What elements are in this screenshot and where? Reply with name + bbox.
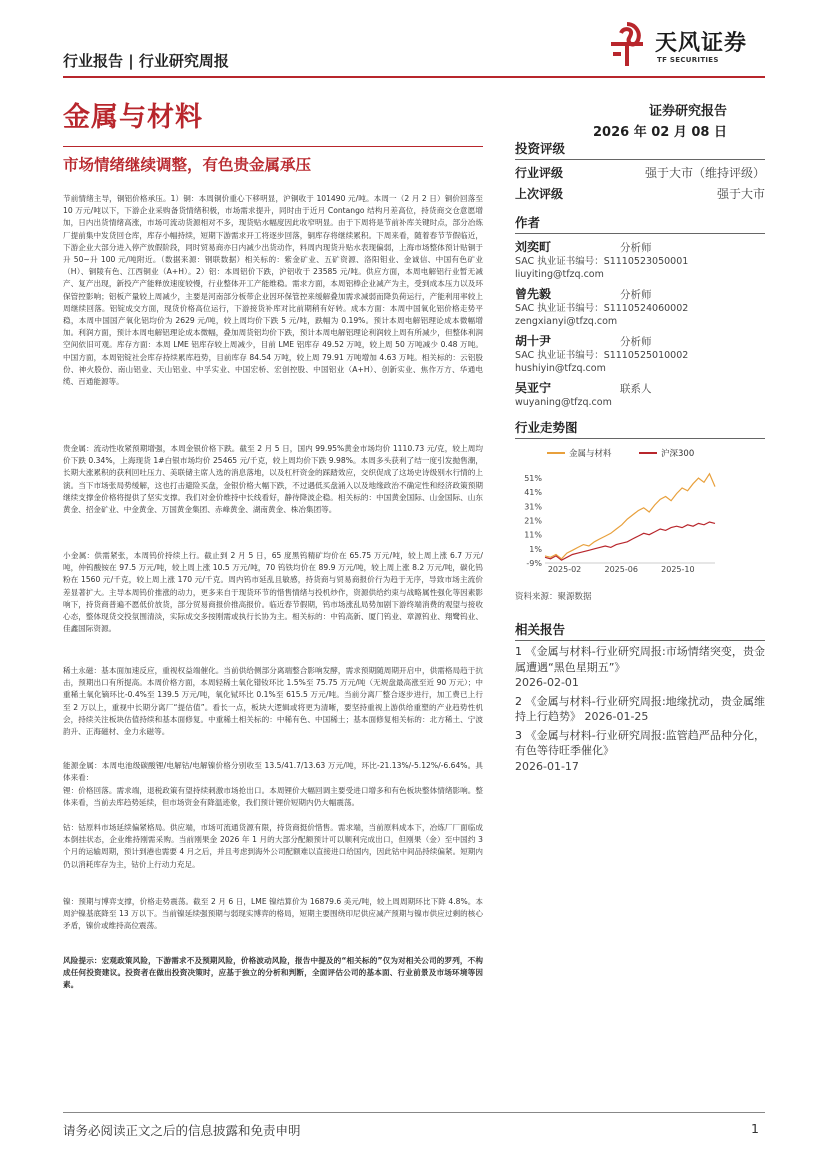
related-reports-panel [515, 620, 765, 774]
brand-name: 天风证券 [655, 31, 748, 56]
related-report-title[interactable]: 3 《金属与材料-行业研究周报:监管趋严品种分化，有色等待旺季催化》 [515, 728, 765, 757]
author-role: 分析师 [620, 242, 652, 254]
author-name: 曾先毅 [515, 287, 552, 301]
paragraph-lithium: 锂：价格回落。需求端，退税政策有望持续刺激市场抢出口。本周锂价大幅回调主要受进口增多和有色板块整体情绪影响。整体来看，当前去库趋势延续，但市场资金有降温迹象，我们预计锂价短期内仍大幅震荡。 [63, 786, 483, 808]
author-role: 分析师 [620, 336, 652, 348]
report-date: 2026 年 02 月 08 日 [593, 125, 727, 140]
rating-row-current [515, 164, 765, 181]
paragraph-energy-metals: 能源金属：本周电池级碳酸锂/电解钴/电解镍价格分别收至 13.5/41.7/13.63 万元/吨，环比-21.13%/-5.12%/-6.64%。具体来看： [63, 761, 483, 783]
y-tick-label: -9% [526, 559, 542, 568]
industry-trend-chart [515, 443, 765, 593]
report-subtitle: 市场情绪继续调整，有色贵金属承压 [63, 156, 312, 174]
related-report-title[interactable]: 2 《金属与材料-行业研究周报:地缘扰动，贵金属维持上行趋势》 [515, 694, 765, 723]
paragraph-base-metals: 节前情绪主导，铜铝价格承压。1）铜：本周铜价重心下移明显，沪铜收于 101490 元/吨。本周一（2 月 2 日）铜价回落至 10 万元/吨以下，下游企业采购备货情绪积极，市场需求提升，同时由于近月 Contango 结构月差高位，持货商交仓意愿增加，日内出货情绪高涨，市场可流动货源相对不多，现货贴水幅度因此收窄明显。由于下周将是节前补库关键时点，部分冶炼厂提前集中发货回仓库，库存小幅持续，短期下游需求开工将逐步回落，铜库存将继续累积。下周来看，随着春节节假临近，下游企业大部分进入停产放假阶段，同时贸易商亦日内减少出货动作，料周内现货升贴水表现偏弱，上海市场整体预计贴铜于升 50~升 100 元/吨附近。（数据来源：钢联数据）相关标的：紫金矿业、五矿资源、洛阳钼业、金诚信、中国有色矿业（H）、铜陵有色、江西铜业（A+H）。2）铝：本周铝价下跌，沪铝收于 23585 元/吨。供应方面，本周电解铝行业暂无减产、复产出现，新投产产能释放速度较慢，行业整体开工产能维稳。需求方面，本周铝棒企业减产为主，受到成本压力以及环保管控影响；铝板产量较上周减少，主要是河南部分板带企业因环保管控来缓解叠加需求减弱而降负荷运行，产能利用率较上周继续回落。铝锭成交方面，现货价格高位运行，下游接货补库对比前期稍有好转。成本方面：本周中国氧化铝价格走势平稳，本周中国国产氧化铝均价为 2629 元/吨，较上周均价下跌 5 元/吨，跌幅为 0.19%。预计本周电解铝理论成本微幅增加。利润方面，预计本周电解铝理论成本微幅，叠加周货铝均价下跌，预计本周电解铝理论利润较上周有所减少，但整体利润空间依旧可观。库存方面：本周 LME 铝库存较上周减少，目前 LME 铝库存 49.52 万吨，较上周 50 万吨减少 0.48 万吨。中国方面，本周铝锭社会库存持续累库趋势，目前库存 84.54 万吨，较上周 79.91 万吨增加 4.63 万吨。相关标的：云铝股份、神火股份、南山铝业、天山铝业、中孚实业、中国宏桥、宏创控股、中国铝业（A+H）、创新实业、焦作万方、华通电缆、百通能源等。 [63, 194, 483, 387]
y-tick-label: 41% [524, 488, 542, 498]
footer-divider [63, 1112, 765, 1113]
paragraph-cobalt: 钴：钴原料市场延续偏紧格局。供应端，市场可流通货源有限，持货商挺价惜售。需求端，当前原料成本下，冶炼厂厂面临成本倒挂状态，企业维持刚需采购。当前刚果金 2026 年 1 月的大部分配额预计可以顺利完成出口，但刚果（金）至中国约 3 个月的运输周期，预计到港也需要 4 月之后，并且考虑到海外公司配额难以直接进口给国内，因此钴中间品持续偏紧。短期内仍以消耗库存为主，钴价上行动力充足。 [63, 823, 483, 869]
related-report-item[interactable] [515, 728, 765, 775]
rating-value: 强于大市 [716, 187, 765, 201]
rating-row-previous [515, 185, 765, 202]
author-entry [515, 238, 765, 281]
author-name: 吴亚宁 [515, 381, 552, 395]
x-tick-label: 2025-02 [547, 565, 582, 574]
y-tick-label: 21% [524, 516, 542, 526]
authors-heading: 作者 [515, 213, 765, 234]
footer-disclaimer[interactable]: 请务必阅读正文之后的信息披露和免责申明 [63, 1123, 301, 1138]
paragraph-nickel: 镍：预期与博弈支撑，价格走势震荡。截至 2 月 6 日，LME 镍结算价为 16879.6 美元/吨，较上周周期环比下降 4.8%。本周沪镍基底降至 13 万以下。当前镍延续强预期与弱现实博弈的格局，短期主要围绕印尼供应减产预期与镍市供应过剩的核心矛盾，镍价或维持高位震荡。 [63, 897, 483, 931]
series-line [545, 522, 715, 560]
tf-logo-mark-icon [605, 22, 649, 68]
related-report-date: 2026-01-17 [515, 759, 579, 773]
report-type: 证券研究报告 [648, 104, 727, 119]
page-number: 1 [751, 1121, 759, 1136]
related-report-item[interactable] [515, 694, 765, 725]
author-role: 分析师 [620, 289, 652, 301]
authors-panel [515, 213, 765, 409]
page-title: 金属与材料 [63, 102, 203, 133]
author-email[interactable]: hushiyin@tfzq.com [515, 363, 606, 374]
author-email[interactable]: wuyaning@tfzq.com [515, 397, 612, 408]
author-cert: SAC 执业证书编号：S1110524060002 [515, 303, 689, 314]
paragraph-precious-metals: 贵金属：流动性收紧预期增强，本周金银价格下跌。截至 2 月 5 日，国内 99.95%黄金市场均价 1110.73 元/克，较上周均价下跌 0.34%，上海现货 1#白银市场均价 25465 元/千克，较上周均价下跌 9.98%。本周多头获利了结一度引发抛售潮，长期大涨累积的获利回吐压力、美联储主席人选的消息落地，以及杠杆资金的踩踏效应，交织促成了这场史诗级别水行情的上演。当下市场张局势缓解，这也打击避险买盘，金银价格大幅下跌，不过遇低买盘涌入以及地缘政治不确定性和经济政策预期继续支撑金价格将提供了坚实支撑。我们对金价维持中长线看好，静待降波企稳。相关标的：中国黄金国际、山金国际、山东黄金、招金矿业、中金黄金、万国黄金集团、赤峰黄金、湖南黄金、株冶集团等。 [63, 444, 483, 515]
rating-heading: 投资评级 [515, 139, 765, 160]
related-report-title[interactable]: 1 《金属与材料-行业研究周报:市场情绪突变，贵金属遭遇“黑色星期五”》 [515, 645, 765, 674]
author-email[interactable]: liuyiting@tfzq.com [515, 269, 604, 280]
x-tick-label: 2025-10 [661, 565, 695, 574]
author-cert: SAC 执业证书编号：S1110523050001 [515, 256, 689, 267]
header-divider [63, 76, 765, 78]
legend-label: 沪深300 [661, 449, 695, 459]
legend-label: 金属与材料 [569, 449, 612, 459]
y-tick-label: 51% [524, 474, 542, 484]
y-tick-label: 11% [524, 530, 542, 540]
report-category: 行业报告 | 行业研究周报 [63, 52, 229, 70]
rating-label: 上次评级 [515, 187, 564, 201]
author-entry [515, 285, 765, 328]
chart-panel [515, 418, 765, 439]
rating-value: 强于大市（维持评级） [644, 166, 765, 180]
chart-heading: 行业走势图 [515, 418, 765, 439]
y-tick-label: 1% [529, 544, 542, 554]
author-name: 胡十尹 [515, 334, 552, 348]
related-report-date: 2026-01-25 [584, 710, 649, 723]
subtitle-divider [63, 146, 483, 147]
rating-panel [515, 139, 765, 202]
paragraph-rare-earth: 稀土永磁：基本面加速反应，重视权益端催化。当前供给侧部分离端整合影响发酵，需求预期随周期开启中，供需格局趋于抗击，预期出口有所提高。本周价格方面，本周轻稀土氧化镨钕环比 1.5%至 75.75 万元/吨（无规盘最高涨至近 90 万元）；中重稀土氧化镝环比-0.4%至 139.5 万元/吨，氧化铽环比 0.1%至 615.5 万元/吨。当前分离厂整合逐步进行，加工费已上行至 2 万以上，重视中长期分离厂“提估值”。看长一点，板块大逻辑或将更为清晰，要坚持重视上游供给重塑的产业趋势性机会，持续关注板块估值持续和基本面修复。中重稀土相关标的：中稀有色、中国稀土；基本面修复相关标的：北方稀土、宁波韵升、正海磁材、金力永磁等。 [63, 666, 483, 737]
company-logo [605, 22, 765, 70]
y-tick-label: 31% [524, 502, 542, 512]
x-tick-label: 2025-06 [604, 565, 638, 574]
paragraph-risk-warning: 风险提示：宏观政策风险，下游需求不及预期风险，价格波动风险，报告中提及的“相关标的”仅为对相关公司的罗列，不构成任何投资建议。投资者在做出投资决策时，应基于独立的分析和判断，全面评估公司的基本面、行业前景及市场环境等因素。 [63, 956, 483, 990]
paragraph-minor-metals: 小金属：供需紧张，本周钨价持续上行。截止到 2 月 5 日，65 度黑钨精矿均价在 65.75 万元/吨，较上周上涨 6.7 万元/吨，仲钨酸铵在 97.5 万元/吨，较上周上涨 10.5 万元/吨，70 钨铁均价在 89.9 万元/吨，较上周上涨 8.2 万元/吨，碳化钨粉在 1560 元/千克，较上周上涨 170 元/千克。周内钨市延乱且敏感，持货商与贸易商报价行为趋于无序，导致市场主流价差显著扩大。主导本周钨价推涨的动力，更多来自于现货环节的惜售情绪与投机炒作，资源供给约束与战略属性强化等因素影响下，持货商普遍不愿低价放货，部分贸易商报价推高报价。临近春节假期，钨市场涨乱局势加剧下游终端消费的观望与接收心态，整体现货交投氛围清淡，实际成交多按刚需或执行长协为主。相关标的：中钨高新、厦门钨业、章源钨业、翔鹭钨业、佳鑫国际资源。 [63, 551, 483, 634]
author-entry [515, 332, 765, 375]
author-role: 联系人 [620, 383, 652, 395]
related-report-date: 2026-02-01 [515, 676, 579, 689]
series-line [545, 474, 715, 559]
author-cert: SAC 执业证书编号：S1110525010002 [515, 350, 689, 361]
author-email[interactable]: zengxianyi@tfzq.com [515, 316, 618, 327]
brand-name-en: TF SECURITIES [657, 56, 719, 64]
author-entry [515, 379, 765, 409]
chart-source: 资料来源：聚源数据 [515, 592, 592, 602]
related-report-item[interactable] [515, 644, 765, 691]
related-heading: 相关报告 [515, 620, 765, 641]
rating-label: 行业评级 [515, 166, 564, 180]
author-name: 刘奕町 [515, 240, 552, 254]
